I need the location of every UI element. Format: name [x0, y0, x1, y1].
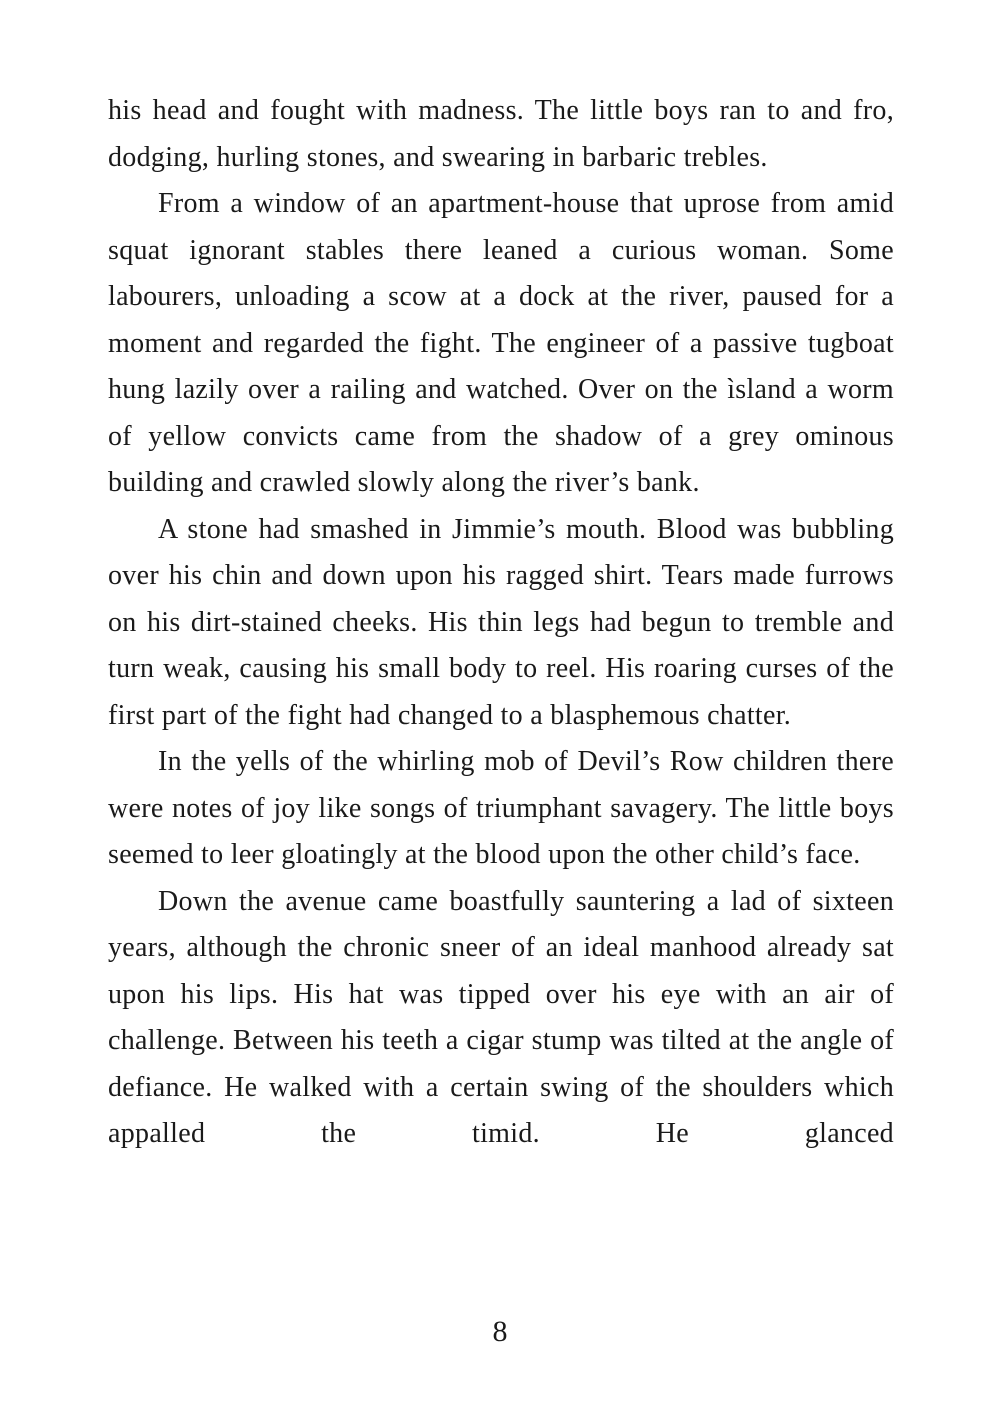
page-number: 8: [492, 1315, 508, 1348]
paragraph-lad-arrives: Down the avenue came boastfully sauntering a lad of sixteen years, although the chronic sneer of an ideal manhood already sat upon his lips. His hat was tipped over his eye with an air of challenge. Between his teeth a cigar stump was tilted at the angle of defiance. He walked with a certain swing of the shoulders which appalled the timid. He glanced: [108, 885, 894, 1149]
paragraph-continued: his head and fought with madness. The little boys ran to and fro, dodging, hurling stones, and swearing in barbaric trebles.: [108, 95, 894, 173]
body-text: [108, 88, 894, 1158]
paragraph-onlookers: From a window of an apartment-house that uprose from amid squat ignorant stables there leaned a curious woman. Some labourers, unloading a scow at a dock at the river, paused for a moment and regarded the fight. The engineer of a passive tugboat hung lazily over a railing and watched. Over on the ìsland a worm of yellow convicts came from the shadow of a grey ominous building and crawled slowly along the river’s bank.: [108, 188, 894, 498]
paragraph-jimmie-injured: A stone had smashed in Jimmie’s mouth. Blood was bubbling over his chin and down upon his ragged shirt. Tears made furrows on his dirt-stained cheeks. His thin legs had begun to tremble and turn weak, causing his small body to reel. His roaring curses of the first part of the fight had changed to a blasphemous chatter.: [108, 513, 894, 731]
paragraph-mob-yells: In the yells of the whirling mob of Devil’s Row children there were notes of joy like songs of triumphant savagery. The little boys seemed to leer gloatingly at the blood upon the other child’s face.: [108, 746, 894, 870]
